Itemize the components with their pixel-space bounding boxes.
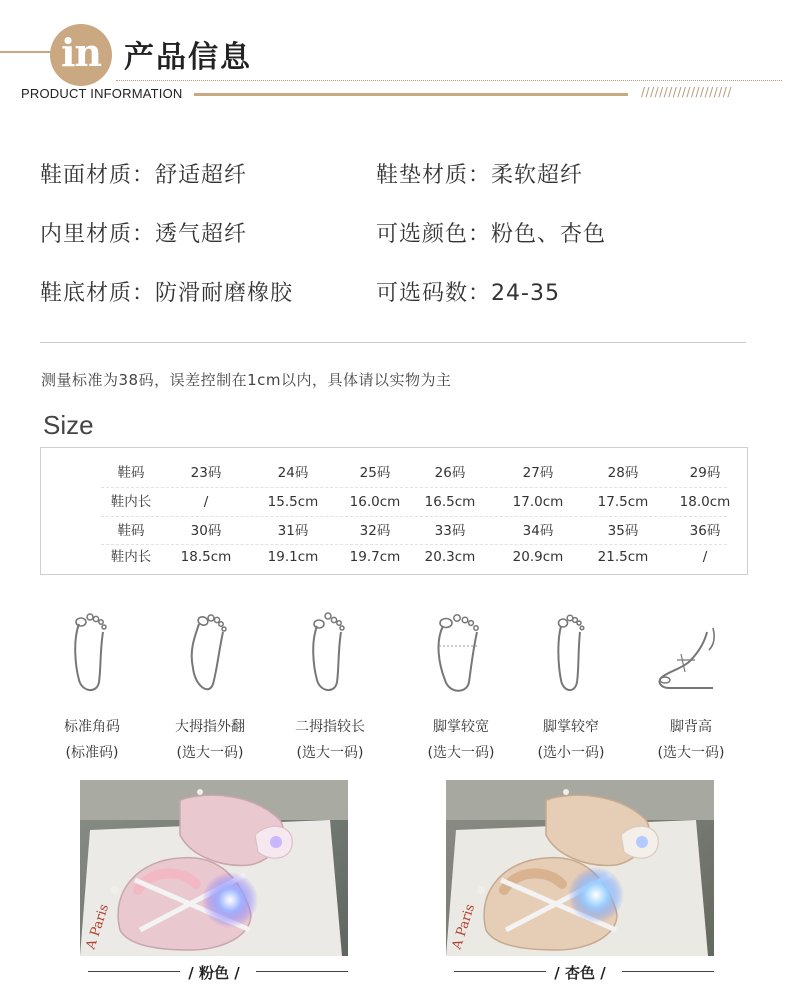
measurement-note: 测量标准为38码，误差控制在1cm以内，具体请以实物为主: [41, 371, 452, 389]
foot-type-advice: (选大一码): [657, 745, 725, 761]
row-separator: [101, 487, 727, 488]
row-separator: [101, 544, 727, 545]
photo-caption-pink: / 粉色 /: [188, 964, 240, 982]
spec-upper: 鞋面材质：舒适超纤: [40, 163, 248, 188]
header-left-line: [0, 51, 55, 53]
foot-type-advice: (选小一码): [537, 745, 605, 761]
box-text: A Paris: [83, 902, 113, 952]
foot-type-label: 脚掌较窄: [543, 719, 599, 735]
photo-caption-apricot: / 杏色 /: [554, 964, 606, 982]
header-badge: in: [50, 24, 112, 86]
foot-wide-icon: [433, 610, 489, 700]
spec-sole: 鞋底材质：防滑耐磨橡胶: [40, 281, 294, 306]
table-row: 鞋内长 18.5cm 19.1cm 19.7cm 20.3cm 20.9cm 21.5cm /: [110, 549, 708, 565]
foot-type-narrow: [511, 610, 631, 762]
pink-shoe-image: [80, 780, 348, 956]
header-dotted-line: [116, 80, 782, 81]
spec-sizes: 可选码数：24-35: [376, 281, 560, 306]
spec-colors: 可选颜色：粉色、杏色: [376, 222, 607, 247]
page-subtitle: PRODUCT INFORMATION: [21, 86, 183, 101]
foot-type-bunion: [150, 610, 270, 762]
product-photo-pink: [80, 780, 348, 956]
table-row: 鞋码 30码 31码 32码 33码 34码 35码 36码: [117, 523, 721, 539]
product-photo-apricot: [446, 780, 714, 956]
apricot-shoe-image: [446, 780, 714, 956]
foot-second-toe-icon: [305, 610, 355, 700]
spec-insole: 鞋垫材质：柔软超纤: [376, 163, 584, 188]
foot-bunion-icon: [185, 610, 235, 700]
foot-narrow-icon: [549, 610, 593, 700]
foot-type-long-second-toe: [270, 610, 390, 762]
foot-type-label: 二拇指较长: [295, 719, 365, 735]
foot-type-wide: [401, 610, 521, 762]
table-row: 鞋内长 / 15.5cm 16.0cm 16.5cm 17.0cm 17.5cm 18.0cm: [110, 494, 731, 510]
table-row: 鞋码 23码 24码 25码 26码 27码 28码 29码: [117, 465, 721, 481]
foot-type-advice: (选大一码): [176, 745, 244, 761]
foot-type-label: 标准角码: [64, 719, 120, 735]
header-accent-bar: [194, 93, 628, 96]
foot-type-label: 脚背高: [670, 719, 712, 735]
spec-lining: 内里材质：透气超纤: [40, 222, 248, 247]
foot-type-standard: [32, 610, 152, 762]
foot-type-label: 脚掌较宽: [433, 719, 489, 735]
page-title: 产品信息: [124, 40, 252, 75]
foot-high-instep-icon: [655, 610, 727, 700]
foot-type-advice: (选大一码): [427, 745, 495, 761]
foot-type-high-instep: [631, 610, 751, 762]
size-table: [40, 447, 748, 575]
size-heading: Size: [43, 410, 94, 440]
box-text: A Paris: [449, 902, 479, 952]
section-divider: [40, 342, 746, 343]
foot-type-label: 大拇指外翻: [175, 719, 245, 735]
caption-line-right: [622, 971, 714, 972]
row-separator: [101, 516, 727, 517]
foot-standard-icon: [67, 610, 117, 700]
foot-type-advice: (标准码): [65, 745, 119, 761]
header-slashes: ////////////////////: [641, 85, 732, 99]
caption-line-right: [256, 971, 348, 972]
foot-type-advice: (选大一码): [296, 745, 364, 761]
